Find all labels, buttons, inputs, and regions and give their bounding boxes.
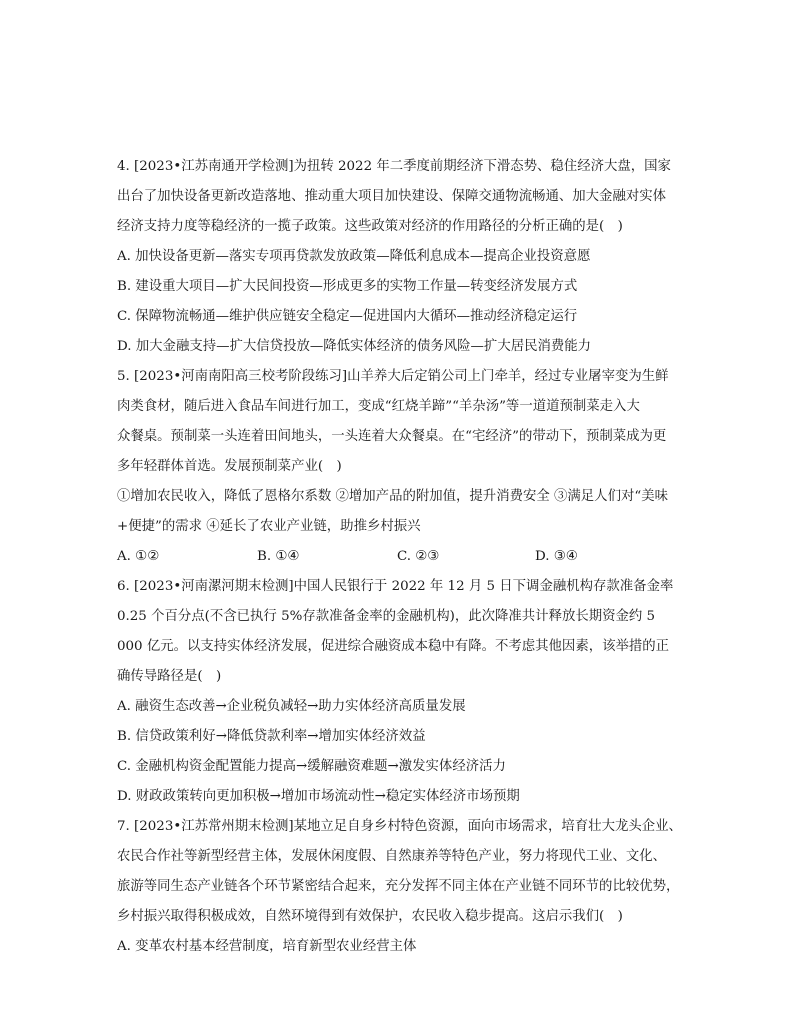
question-5-choice-c: C. ②③: [397, 549, 440, 564]
question-7-stem-line-2: 农民合作社等新型经营主体，发展休闲度假、自然康养等特色产业，努力将现代工业、文化、: [117, 849, 667, 864]
question-6-stem-line-3: 000 亿元。以支持实体经济发展，促进综合融资成本稳中有降。不考虑其他因素，该举措的正: [117, 639, 670, 654]
question-5-choice-b: B. ①④: [257, 549, 300, 564]
question-6-option-c: C. 金融机构资金配置能力提高→缓解融资难题→激发实体经济活力: [117, 759, 506, 774]
question-7-stem-line-4: 乡村振兴取得积极成效，自然环境得到有效保护，农民收入稳步提高。这启示我们( ): [117, 909, 623, 924]
question-7-option-a: A. 变革农村基本经营制度，培育新型农业经营主体: [117, 939, 417, 954]
question-4-stem-line-2: 出台了加快设备更新改造落地、推动重大项目加快建设、保障交通物流畅通、加大金融对实体: [117, 189, 667, 204]
question-6-option-d: D. 财政政策转向更加积极→增加市场流动性→稳定实体经济市场预期: [117, 789, 520, 804]
question-4-stem-line-1: 4. [2023•江苏南通开学检测]为扭转 2022 年二季度前期经济下滑态势、稳住经济大盘，国家: [117, 159, 671, 174]
question-7-stem-line-1: 7. [2023•江苏常州期末检测]某地立足自身乡村特色资源，面向市场需求，培育壮大龙头企业、: [117, 819, 682, 834]
question-6-option-a: A. 融资生态改善→企业税负减轻→助力实体经济高质量发展: [117, 699, 466, 714]
question-4-option-c: C. 保障物流畅通—维护供应链安全稳定—促进国内大循环—推动经济稳定运行: [117, 309, 578, 324]
question-6-stem-line-1: 6. [2023•河南漯河期末检测]中国人民银行于 2022 年 12 月 5 日下调金融机构存款准备金率: [117, 579, 674, 594]
question-6-stem-line-2: 0.25 个百分点(不含已执行 5%存款准备金率的金融机构)，此次降准共计释放长期资金约 5: [117, 609, 656, 624]
question-6-stem-line-4: 确传导路径是( ): [117, 669, 222, 684]
question-5-choice-d: D. ③④: [535, 549, 578, 564]
question-4-option-b: B. 建设重大项目—扩大民间投资—形成更多的实物工作量—转变经济发展方式: [117, 279, 578, 294]
question-7-stem-line-3: 旅游等同生态产业链各个环节紧密结合起来，充分发挥不同主体在产业链不同环节的比较优势，: [117, 879, 680, 894]
question-5-stem-line-1: 5. [2023•河南南阳高三校考阶段练习]山羊养大后定销公司上门牵羊，经过专业屠宰变为生鲜: [117, 369, 669, 384]
question-5-stem-line-4: 多年轻群体首选。发展预制菜产业( ): [117, 459, 342, 474]
question-5-stem-line-2: 肉类食材，随后进入食品车间进行加工，变成“红烧羊蹄”“羊杂汤”等一道道预制菜走入大: [117, 399, 640, 414]
question-4-option-d: D. 加大金融支持—扩大信贷投放—降低实体经济的债务风险—扩大居民消费能力: [117, 339, 592, 354]
question-5-choices: [117, 548, 692, 566]
question-5-stem-line-3: 众餐桌。预制菜一头连着田间地头，一头连着大众餐桌。在“宅经济”的带动下，预制菜成为更: [117, 429, 667, 444]
question-5-statements-line-2: +便捷”的需求 ④延长了农业产业链，助推乡村振兴: [117, 519, 421, 534]
question-6-option-b: B. 信贷政策利好→降低贷款利率→增加实体经济效益: [117, 729, 426, 744]
question-5-statements-line-1: ①增加农民收入，降低了恩格尔系数 ②增加产品的附加值，提升消费安全 ③满足人们对“美味: [117, 489, 668, 504]
question-5-choice-a: A. ①②: [117, 549, 160, 564]
question-4-option-a: A. 加快设备更新—落实专项再贷款发放政策—降低利息成本—提高企业投资意愿: [117, 249, 591, 264]
question-4-stem-line-3: 经济支持力度等稳经济的一揽子政策。这些政策对经济的作用路径的分析正确的是( ): [117, 219, 623, 234]
